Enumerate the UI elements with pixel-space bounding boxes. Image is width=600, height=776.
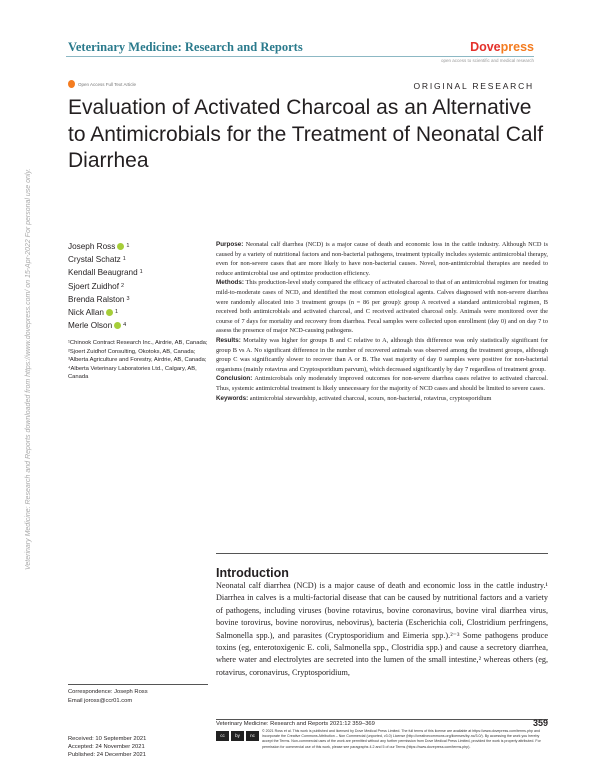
- publisher-name-a: Dove: [470, 40, 501, 54]
- purpose-label: Purpose:: [216, 241, 244, 248]
- author-affiliation-number: 1: [126, 243, 130, 249]
- purpose-text: Neonatal calf diarrhea (NCD) is a major cause of death and economic loss in the cattle industry. Although NCD is caused by a variety of nutritional factors and non-bacterial pathogens, treatment typically includes systemic antimicrobial therapy, even for non-severe cases that are more likely to have non-bacterial causes. Novel, non-antimicrobial therapies are needed to reduce antimicrobial use and optimize production efficiency.: [216, 241, 548, 277]
- author-affiliation-number: 1: [114, 309, 119, 316]
- abstract: [216, 240, 548, 403]
- author-item: [68, 253, 143, 266]
- author-item: [68, 240, 143, 253]
- correspondence-divider: [68, 684, 208, 685]
- correspondence: [68, 688, 148, 705]
- author-name: Merle Olson: [68, 321, 113, 331]
- header-divider: [66, 56, 534, 57]
- author-item: [68, 266, 143, 279]
- article-dates: [68, 735, 146, 759]
- abstract-divider: [216, 553, 548, 554]
- received-date: Received: 10 September 2021: [68, 736, 147, 742]
- footer-divider: [216, 719, 548, 720]
- methods-label: Methods:: [216, 279, 244, 287]
- cc-icon: cc: [216, 731, 229, 741]
- author-name: Joseph Ross: [68, 242, 116, 251]
- publisher-logo: [470, 40, 534, 54]
- conclusion-text: Antimicrobials only moderately improved outcomes for non-severe diarrhea cases relative to activated charcoal. Thus, systemic antimicrobial treatment is likely unnecessary for the majority of NCD cases and should be limited to severe cases.: [216, 375, 548, 392]
- publisher-name-b: press: [500, 40, 534, 54]
- author-item: [68, 319, 143, 332]
- author-name: Kendall Beaugrand: [68, 268, 138, 278]
- footer-citation: Veterinary Medicine: Research and Reports 2021:12 359–369: [216, 721, 375, 727]
- page-number: 359: [532, 718, 548, 728]
- correspondence-name: Correspondence: Joseph Ross: [68, 689, 148, 695]
- orcid-icon[interactable]: [106, 309, 113, 316]
- author-name: Nick Allan: [68, 308, 104, 318]
- introduction-heading: Introduction: [216, 566, 289, 580]
- author-affiliation-number: 3: [126, 295, 130, 302]
- author-item: [68, 293, 143, 306]
- conclusion-label: Conclusion:: [216, 375, 253, 383]
- author-affiliation-number: 1: [122, 256, 126, 263]
- journal-name: Veterinary Medicine: Research and Reports: [68, 40, 303, 54]
- author-item: [68, 280, 143, 293]
- published-date: Published: 24 December 2021: [68, 752, 146, 758]
- keywords-label: Keywords:: [216, 394, 249, 402]
- author-item: [68, 306, 143, 319]
- cc-by-icon: by: [231, 731, 244, 741]
- publisher-tagline: open access to scientific and medical research: [440, 58, 534, 63]
- license-text: © 2021 Ross et al. This work is published and licensed by Dove Medical Press Limited. The full terms of this license are available at https://www.dovepress.com/terms.php and incorporate the Creative Commons Attribution – Non Commercial (unported, v3.0) License (http://creativecommons.org/licenses/by-nc/3.0/). By accessing the work you hereby accept the Terms. Non-commercial uses of the work are permitted without any further permission from Dove Medical Press Limited, provided the work is properly attributed. For permission for commercial use of this work, please see paragraphs 4.2 and 5 of our Terms (https://www.dovepress.com/terms.php).: [262, 729, 541, 749]
- introduction-text: Neonatal calf diarrhea (NCD) is a major cause of death and economic loss in the cattle industry.¹ Diarrhea in calves is a multi-factorial disease that can be caused by nutritional factors and a variety of pathogens, including viruses (bovine rotavirus, bovine coronavirus, bovine viral diarrhea virus, bovine torovirus, bovine norovirus, nebovirus), bacteria (Escherichia coli, Clostridium perfringens, Salmonella spp.), and parasites (Cryptosporidium and Eimeria spp.).²⁻³ Some pathogens produce toxins (eg, enterotoxigenic E. coli, Salmonella spp., Clostridia spp.) and cause a secretory diarrhea, where water and electrolytes are secreted into the lumen of the small intestine,² whereas others (eg, rotavirus, coronavirus, Cryptosporidium,: [216, 581, 548, 677]
- author-affiliation-number: 4: [123, 322, 127, 329]
- author-name: Brenda Ralston: [68, 294, 125, 304]
- author-affiliation-number: 1: [139, 269, 143, 276]
- accepted-date: Accepted: 24 November 2021: [68, 744, 145, 750]
- article-title: Evaluation of Activated Charcoal as an Alternative to Antimicrobials for the Treatment of Neonatal Calf Diarrhea: [68, 96, 544, 172]
- orcid-icon[interactable]: [114, 322, 121, 329]
- methods-text: This production-level study compared the efficacy of activated charcoal to that of an antimicrobial regimen for treating mild-to-moderate cases of NCD, and identified the most common etiological agents. Calves diagnosed with non-severe diarrhea were randomly allocated into 3 treatment groups (n = 86 per group): group A received a standard antimicrobial regimen, B received both antimicrobials and activated charcoal, and C received activated charcoal only. Animals were monitored over the course of 7 days for mortality and recovery from diarrhea. Fecal samples were collected upon enrollment (day 0) and on day 7 to assess the presence of major NCD-causing pathogens.: [216, 279, 548, 335]
- open-access-label: [68, 80, 136, 88]
- open-access-text: Open Access Full Text Article: [78, 81, 136, 87]
- orcid-icon[interactable]: [117, 243, 124, 250]
- affiliations: ¹Chinook Contract Research Inc., Airdrie, AB, Canada; ²Sjoert Zuidhof Consulting, Okotoks, AB, Canada; ³Alberta Agriculture and Forestry, Airdrie, AB, Canada; ⁴Alberta Veterinary Laboratories Ltd., Calgary, AB, Canada: [68, 340, 208, 381]
- correspondence-email[interactable]: Email joross@ccr01.com: [68, 697, 133, 704]
- author-affiliation-number: 2: [120, 282, 125, 289]
- article-type: ORIGINAL RESEARCH: [413, 81, 534, 91]
- sidebar-text: Veterinary Medicine: Research and Reports downloaded from https://www.dovepress.com/ on 15-Apr-2022 For personal use only.: [25, 168, 32, 570]
- cc-nc-icon: nc: [246, 731, 259, 741]
- cc-license-badge[interactable]: [216, 731, 259, 741]
- keywords-text: antimicrobial stewardship, activated charcoal, scours, non-bacterial, rotavirus, cryptosporidium: [249, 394, 492, 402]
- author-list: [68, 240, 143, 332]
- author-name: Sjoert Zuidhof: [68, 281, 119, 291]
- author-name: Crystal Schatz: [68, 255, 121, 265]
- results-text: Mortality was higher for groups B and C relative to A, although this difference was only statistically significant for group B vs A. No significant difference in the number of recovered animals was observed among the treatment groups, although group C was significantly slower to recover than A or B. The vast majority of day 0 samples were positive for non-bacterial organisms (mainly rotavirus and Cryptosporidium parvum), which decreased significantly by day 7 regardless of treatment group.: [216, 336, 548, 373]
- results-label: Results:: [216, 336, 241, 344]
- open-access-icon: [68, 80, 75, 88]
- download-sidebar: [24, 150, 54, 570]
